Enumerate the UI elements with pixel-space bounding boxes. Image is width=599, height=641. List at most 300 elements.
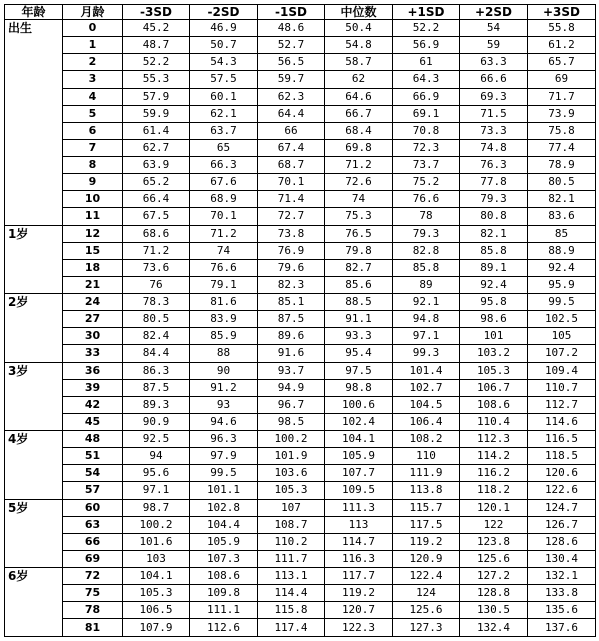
table-row bbox=[5, 225, 596, 242]
value-cell: 85.6 bbox=[325, 276, 393, 293]
value-cell: 95.6 bbox=[123, 465, 190, 482]
month-cell: 81 bbox=[63, 619, 123, 637]
age-cell bbox=[5, 71, 63, 88]
column-header: -3SD bbox=[123, 5, 190, 20]
table-row bbox=[5, 499, 596, 516]
value-cell: 128.8 bbox=[460, 585, 528, 602]
table-row bbox=[5, 568, 596, 585]
age-cell bbox=[5, 208, 63, 225]
month-cell: 11 bbox=[63, 208, 123, 225]
age-cell bbox=[5, 516, 63, 533]
value-cell: 66.6 bbox=[460, 71, 528, 88]
value-cell: 125.6 bbox=[393, 602, 460, 619]
age-cell bbox=[5, 174, 63, 191]
value-cell: 110.4 bbox=[460, 413, 528, 430]
value-cell: 76.6 bbox=[190, 259, 258, 276]
value-cell: 59.9 bbox=[123, 105, 190, 122]
value-cell: 79.8 bbox=[325, 242, 393, 259]
value-cell: 102.7 bbox=[393, 379, 460, 396]
value-cell: 71.7 bbox=[528, 88, 596, 105]
age-cell bbox=[5, 37, 63, 54]
value-cell: 46.9 bbox=[190, 20, 258, 37]
value-cell: 130.4 bbox=[528, 550, 596, 567]
value-cell: 112.6 bbox=[190, 619, 258, 637]
table-row bbox=[5, 54, 596, 71]
value-cell: 72.3 bbox=[393, 139, 460, 156]
value-cell: 120.7 bbox=[325, 602, 393, 619]
age-cell bbox=[5, 122, 63, 139]
value-cell: 79.3 bbox=[460, 191, 528, 208]
value-cell: 89.3 bbox=[123, 396, 190, 413]
age-cell: 5岁 bbox=[5, 499, 63, 516]
table-row bbox=[5, 585, 596, 602]
age-cell: 3岁 bbox=[5, 362, 63, 379]
value-cell: 85.9 bbox=[190, 328, 258, 345]
value-cell: 114.2 bbox=[460, 448, 528, 465]
table-row bbox=[5, 516, 596, 533]
value-cell: 60.1 bbox=[190, 88, 258, 105]
value-cell: 52.2 bbox=[393, 20, 460, 37]
value-cell: 100.6 bbox=[325, 396, 393, 413]
column-header: +3SD bbox=[528, 5, 596, 20]
value-cell: 94.9 bbox=[258, 379, 325, 396]
age-cell bbox=[5, 448, 63, 465]
value-cell: 108.6 bbox=[460, 396, 528, 413]
value-cell: 79.3 bbox=[393, 225, 460, 242]
age-cell bbox=[5, 396, 63, 413]
value-cell: 92.1 bbox=[393, 294, 460, 311]
value-cell: 61.2 bbox=[528, 37, 596, 54]
value-cell: 114.4 bbox=[258, 585, 325, 602]
value-cell: 133.8 bbox=[528, 585, 596, 602]
value-cell: 71.2 bbox=[123, 242, 190, 259]
month-cell: 18 bbox=[63, 259, 123, 276]
value-cell: 75.3 bbox=[325, 208, 393, 225]
month-cell: 12 bbox=[63, 225, 123, 242]
value-cell: 117.7 bbox=[325, 568, 393, 585]
month-cell: 60 bbox=[63, 499, 123, 516]
month-cell: 10 bbox=[63, 191, 123, 208]
value-cell: 114.7 bbox=[325, 533, 393, 550]
value-cell: 82.8 bbox=[393, 242, 460, 259]
table-row bbox=[5, 431, 596, 448]
value-cell: 55.3 bbox=[123, 71, 190, 88]
value-cell: 74.8 bbox=[460, 139, 528, 156]
value-cell: 88.9 bbox=[528, 242, 596, 259]
value-cell: 57.5 bbox=[190, 71, 258, 88]
table-row bbox=[5, 139, 596, 156]
value-cell: 102.8 bbox=[190, 499, 258, 516]
growth-table-container bbox=[4, 4, 595, 637]
value-cell: 124.7 bbox=[528, 499, 596, 516]
value-cell: 122.6 bbox=[528, 482, 596, 499]
value-cell: 69 bbox=[528, 71, 596, 88]
value-cell: 114.6 bbox=[528, 413, 596, 430]
value-cell: 67.6 bbox=[190, 174, 258, 191]
value-cell: 63.3 bbox=[460, 54, 528, 71]
age-cell: 6岁 bbox=[5, 568, 63, 585]
value-cell: 94.6 bbox=[190, 413, 258, 430]
value-cell: 64.3 bbox=[393, 71, 460, 88]
value-cell: 95.9 bbox=[528, 276, 596, 293]
value-cell: 70.8 bbox=[393, 122, 460, 139]
value-cell: 62.1 bbox=[190, 105, 258, 122]
value-cell: 92.5 bbox=[123, 431, 190, 448]
value-cell: 86.3 bbox=[123, 362, 190, 379]
table-row bbox=[5, 448, 596, 465]
value-cell: 62.7 bbox=[123, 139, 190, 156]
value-cell: 58.7 bbox=[325, 54, 393, 71]
value-cell: 73.8 bbox=[258, 225, 325, 242]
value-cell: 63.7 bbox=[190, 122, 258, 139]
table-row bbox=[5, 602, 596, 619]
value-cell: 66.3 bbox=[190, 157, 258, 174]
month-cell: 8 bbox=[63, 157, 123, 174]
value-cell: 103 bbox=[123, 550, 190, 567]
value-cell: 50.7 bbox=[190, 37, 258, 54]
value-cell: 91.6 bbox=[258, 345, 325, 362]
table-row bbox=[5, 71, 596, 88]
column-header: -1SD bbox=[258, 5, 325, 20]
age-cell bbox=[5, 139, 63, 156]
value-cell: 119.2 bbox=[393, 533, 460, 550]
value-cell: 105.3 bbox=[460, 362, 528, 379]
value-cell: 97.9 bbox=[190, 448, 258, 465]
value-cell: 92.4 bbox=[460, 276, 528, 293]
table-row bbox=[5, 311, 596, 328]
column-header: +2SD bbox=[460, 5, 528, 20]
table-row bbox=[5, 20, 596, 37]
value-cell: 69.8 bbox=[325, 139, 393, 156]
table-row bbox=[5, 242, 596, 259]
value-cell: 102.5 bbox=[528, 311, 596, 328]
month-cell: 15 bbox=[63, 242, 123, 259]
value-cell: 90 bbox=[190, 362, 258, 379]
value-cell: 113.8 bbox=[393, 482, 460, 499]
age-cell bbox=[5, 345, 63, 362]
value-cell: 111.7 bbox=[258, 550, 325, 567]
value-cell: 120.6 bbox=[528, 465, 596, 482]
age-cell bbox=[5, 88, 63, 105]
length-height-sd-table bbox=[4, 4, 596, 637]
value-cell: 113 bbox=[325, 516, 393, 533]
value-cell: 119.2 bbox=[325, 585, 393, 602]
value-cell: 61 bbox=[393, 54, 460, 71]
value-cell: 96.3 bbox=[190, 431, 258, 448]
value-cell: 77.4 bbox=[528, 139, 596, 156]
table-row bbox=[5, 174, 596, 191]
value-cell: 116.5 bbox=[528, 431, 596, 448]
value-cell: 93.3 bbox=[325, 328, 393, 345]
value-cell: 135.6 bbox=[528, 602, 596, 619]
age-cell bbox=[5, 413, 63, 430]
age-cell bbox=[5, 191, 63, 208]
value-cell: 71.2 bbox=[325, 157, 393, 174]
month-cell: 42 bbox=[63, 396, 123, 413]
age-cell bbox=[5, 379, 63, 396]
value-cell: 101 bbox=[460, 328, 528, 345]
header-row bbox=[5, 5, 596, 20]
value-cell: 122 bbox=[460, 516, 528, 533]
value-cell: 104.4 bbox=[190, 516, 258, 533]
value-cell: 85.8 bbox=[460, 242, 528, 259]
age-cell bbox=[5, 242, 63, 259]
value-cell: 106.4 bbox=[393, 413, 460, 430]
value-cell: 50.4 bbox=[325, 20, 393, 37]
value-cell: 115.7 bbox=[393, 499, 460, 516]
value-cell: 107.7 bbox=[325, 465, 393, 482]
value-cell: 74 bbox=[325, 191, 393, 208]
table-row bbox=[5, 465, 596, 482]
column-header: +1SD bbox=[393, 5, 460, 20]
table-row bbox=[5, 413, 596, 430]
month-cell: 45 bbox=[63, 413, 123, 430]
value-cell: 104.1 bbox=[123, 568, 190, 585]
value-cell: 109.4 bbox=[528, 362, 596, 379]
value-cell: 113.1 bbox=[258, 568, 325, 585]
value-cell: 115.8 bbox=[258, 602, 325, 619]
value-cell: 82.1 bbox=[528, 191, 596, 208]
value-cell: 78 bbox=[393, 208, 460, 225]
value-cell: 83.6 bbox=[528, 208, 596, 225]
value-cell: 91.1 bbox=[325, 311, 393, 328]
value-cell: 65.7 bbox=[528, 54, 596, 71]
value-cell: 88 bbox=[190, 345, 258, 362]
value-cell: 56.5 bbox=[258, 54, 325, 71]
month-cell: 27 bbox=[63, 311, 123, 328]
value-cell: 94.8 bbox=[393, 311, 460, 328]
value-cell: 123.8 bbox=[460, 533, 528, 550]
value-cell: 110 bbox=[393, 448, 460, 465]
month-cell: 1 bbox=[63, 37, 123, 54]
value-cell: 76 bbox=[123, 276, 190, 293]
value-cell: 88.5 bbox=[325, 294, 393, 311]
age-cell bbox=[5, 465, 63, 482]
value-cell: 127.3 bbox=[393, 619, 460, 637]
value-cell: 97.1 bbox=[123, 482, 190, 499]
month-cell: 54 bbox=[63, 465, 123, 482]
value-cell: 130.5 bbox=[460, 602, 528, 619]
value-cell: 82.1 bbox=[460, 225, 528, 242]
value-cell: 118.2 bbox=[460, 482, 528, 499]
value-cell: 103.6 bbox=[258, 465, 325, 482]
value-cell: 77.8 bbox=[460, 174, 528, 191]
value-cell: 99.3 bbox=[393, 345, 460, 362]
value-cell: 87.5 bbox=[123, 379, 190, 396]
month-cell: 36 bbox=[63, 362, 123, 379]
table-row bbox=[5, 362, 596, 379]
age-cell bbox=[5, 311, 63, 328]
value-cell: 100.2 bbox=[258, 431, 325, 448]
age-cell bbox=[5, 328, 63, 345]
month-cell: 6 bbox=[63, 122, 123, 139]
value-cell: 110.2 bbox=[258, 533, 325, 550]
value-cell: 87.5 bbox=[258, 311, 325, 328]
value-cell: 101.1 bbox=[190, 482, 258, 499]
value-cell: 72.6 bbox=[325, 174, 393, 191]
table-row bbox=[5, 328, 596, 345]
value-cell: 101.9 bbox=[258, 448, 325, 465]
value-cell: 117.5 bbox=[393, 516, 460, 533]
age-cell bbox=[5, 105, 63, 122]
age-cell bbox=[5, 602, 63, 619]
value-cell: 70.1 bbox=[190, 208, 258, 225]
month-cell: 51 bbox=[63, 448, 123, 465]
column-header: 年龄 bbox=[5, 5, 63, 20]
value-cell: 109.5 bbox=[325, 482, 393, 499]
value-cell: 61.4 bbox=[123, 122, 190, 139]
value-cell: 67.5 bbox=[123, 208, 190, 225]
table-row bbox=[5, 379, 596, 396]
value-cell: 122.3 bbox=[325, 619, 393, 637]
value-cell: 67.4 bbox=[258, 139, 325, 156]
value-cell: 102.4 bbox=[325, 413, 393, 430]
value-cell: 73.7 bbox=[393, 157, 460, 174]
value-cell: 96.7 bbox=[258, 396, 325, 413]
value-cell: 66.9 bbox=[393, 88, 460, 105]
value-cell: 101.4 bbox=[393, 362, 460, 379]
value-cell: 76.9 bbox=[258, 242, 325, 259]
value-cell: 99.5 bbox=[190, 465, 258, 482]
value-cell: 48.7 bbox=[123, 37, 190, 54]
table-row bbox=[5, 482, 596, 499]
age-cell: 1岁 bbox=[5, 225, 63, 242]
value-cell: 85 bbox=[528, 225, 596, 242]
value-cell: 64.6 bbox=[325, 88, 393, 105]
value-cell: 97.5 bbox=[325, 362, 393, 379]
value-cell: 71.4 bbox=[258, 191, 325, 208]
month-cell: 24 bbox=[63, 294, 123, 311]
value-cell: 109.8 bbox=[190, 585, 258, 602]
value-cell: 105.3 bbox=[123, 585, 190, 602]
value-cell: 112.7 bbox=[528, 396, 596, 413]
value-cell: 94 bbox=[123, 448, 190, 465]
month-cell: 63 bbox=[63, 516, 123, 533]
value-cell: 72.7 bbox=[258, 208, 325, 225]
value-cell: 89.6 bbox=[258, 328, 325, 345]
table-row bbox=[5, 550, 596, 567]
value-cell: 68.9 bbox=[190, 191, 258, 208]
table-row bbox=[5, 105, 596, 122]
value-cell: 78.3 bbox=[123, 294, 190, 311]
value-cell: 107.2 bbox=[528, 345, 596, 362]
age-cell bbox=[5, 54, 63, 71]
value-cell: 116.3 bbox=[325, 550, 393, 567]
value-cell: 64.4 bbox=[258, 105, 325, 122]
value-cell: 107.3 bbox=[190, 550, 258, 567]
month-cell: 5 bbox=[63, 105, 123, 122]
value-cell: 126.7 bbox=[528, 516, 596, 533]
month-cell: 3 bbox=[63, 71, 123, 88]
value-cell: 56.9 bbox=[393, 37, 460, 54]
table-row bbox=[5, 122, 596, 139]
value-cell: 98.8 bbox=[325, 379, 393, 396]
value-cell: 66.4 bbox=[123, 191, 190, 208]
value-cell: 79.1 bbox=[190, 276, 258, 293]
value-cell: 107 bbox=[258, 499, 325, 516]
month-cell: 57 bbox=[63, 482, 123, 499]
value-cell: 110.7 bbox=[528, 379, 596, 396]
value-cell: 59.7 bbox=[258, 71, 325, 88]
value-cell: 103.2 bbox=[460, 345, 528, 362]
column-header: 中位数 bbox=[325, 5, 393, 20]
age-cell: 出生 bbox=[5, 20, 63, 37]
value-cell: 76.6 bbox=[393, 191, 460, 208]
month-cell: 0 bbox=[63, 20, 123, 37]
table-row bbox=[5, 619, 596, 637]
value-cell: 79.6 bbox=[258, 259, 325, 276]
value-cell: 68.7 bbox=[258, 157, 325, 174]
value-cell: 73.6 bbox=[123, 259, 190, 276]
value-cell: 45.2 bbox=[123, 20, 190, 37]
month-cell: 39 bbox=[63, 379, 123, 396]
value-cell: 82.7 bbox=[325, 259, 393, 276]
value-cell: 69.1 bbox=[393, 105, 460, 122]
value-cell: 124 bbox=[393, 585, 460, 602]
value-cell: 76.3 bbox=[460, 157, 528, 174]
value-cell: 84.4 bbox=[123, 345, 190, 362]
value-cell: 75.2 bbox=[393, 174, 460, 191]
value-cell: 112.3 bbox=[460, 431, 528, 448]
age-cell: 2岁 bbox=[5, 294, 63, 311]
value-cell: 93 bbox=[190, 396, 258, 413]
table-row bbox=[5, 259, 596, 276]
month-cell: 66 bbox=[63, 533, 123, 550]
value-cell: 85.8 bbox=[393, 259, 460, 276]
value-cell: 118.5 bbox=[528, 448, 596, 465]
age-cell bbox=[5, 585, 63, 602]
value-cell: 54.3 bbox=[190, 54, 258, 71]
value-cell: 120.1 bbox=[460, 499, 528, 516]
month-cell: 2 bbox=[63, 54, 123, 71]
value-cell: 59 bbox=[460, 37, 528, 54]
value-cell: 82.4 bbox=[123, 328, 190, 345]
value-cell: 91.2 bbox=[190, 379, 258, 396]
table-row bbox=[5, 88, 596, 105]
value-cell: 99.5 bbox=[528, 294, 596, 311]
table-row bbox=[5, 37, 596, 54]
value-cell: 106.5 bbox=[123, 602, 190, 619]
age-cell bbox=[5, 533, 63, 550]
month-cell: 48 bbox=[63, 431, 123, 448]
value-cell: 73.3 bbox=[460, 122, 528, 139]
value-cell: 108.6 bbox=[190, 568, 258, 585]
value-cell: 71.2 bbox=[190, 225, 258, 242]
month-cell: 78 bbox=[63, 602, 123, 619]
value-cell: 69.3 bbox=[460, 88, 528, 105]
value-cell: 111.9 bbox=[393, 465, 460, 482]
age-cell: 4岁 bbox=[5, 431, 63, 448]
value-cell: 52.2 bbox=[123, 54, 190, 71]
value-cell: 89.1 bbox=[460, 259, 528, 276]
age-cell bbox=[5, 276, 63, 293]
month-cell: 21 bbox=[63, 276, 123, 293]
value-cell: 111.1 bbox=[190, 602, 258, 619]
value-cell: 68.4 bbox=[325, 122, 393, 139]
month-cell: 4 bbox=[63, 88, 123, 105]
value-cell: 127.2 bbox=[460, 568, 528, 585]
value-cell: 120.9 bbox=[393, 550, 460, 567]
table-row bbox=[5, 396, 596, 413]
value-cell: 105.9 bbox=[325, 448, 393, 465]
value-cell: 90.9 bbox=[123, 413, 190, 430]
value-cell: 93.7 bbox=[258, 362, 325, 379]
value-cell: 71.5 bbox=[460, 105, 528, 122]
value-cell: 107.9 bbox=[123, 619, 190, 637]
table-row bbox=[5, 294, 596, 311]
value-cell: 75.8 bbox=[528, 122, 596, 139]
value-cell: 101.6 bbox=[123, 533, 190, 550]
